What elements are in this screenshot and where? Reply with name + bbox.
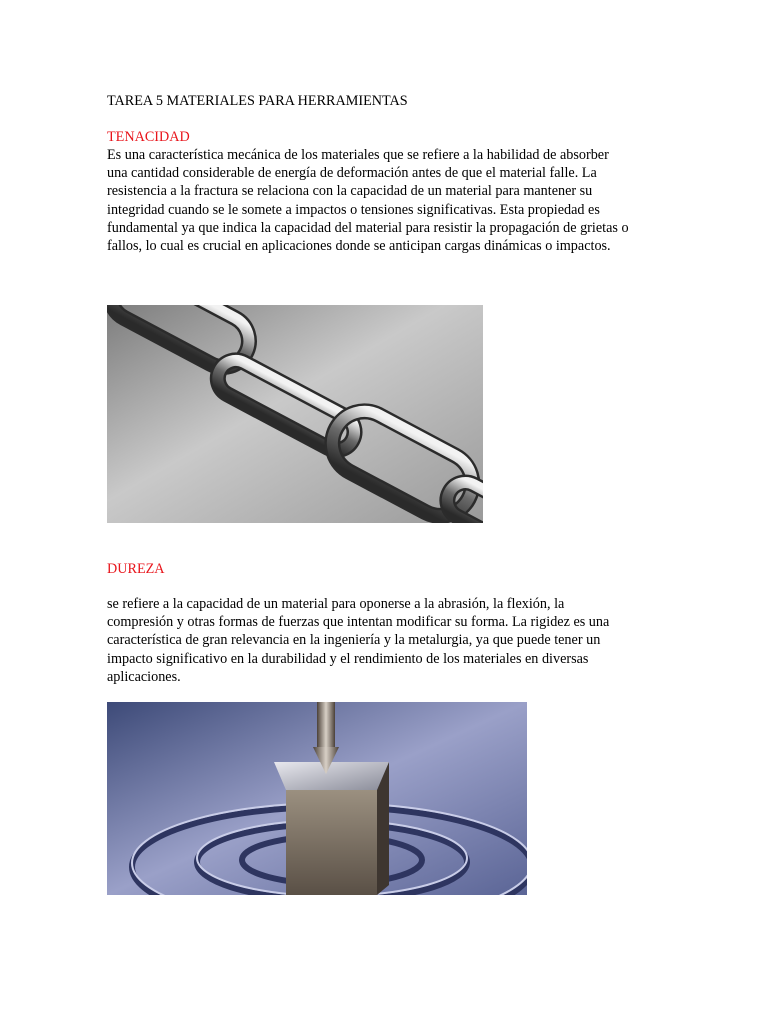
section-body-dureza <box>107 595 610 686</box>
section-heading-tenacidad: TENACIDAD <box>107 129 190 145</box>
body-line: impacto significativo en la durabilidad y el rendimiento de los materiales en diversas <box>107 650 589 667</box>
section-body-tenacidad <box>107 146 667 255</box>
body-line: característica de gran relevancia en la ingeniería y la metalurgia, ya que puede tener un <box>107 632 601 649</box>
hardness-test-image <box>107 702 527 895</box>
document-title: TAREA 5 MATERIALES PARA HERRAMIENTAS <box>107 93 408 109</box>
body-line: integridad cuando se le somete a impactos o tensiones significativas. Esta propiedad es <box>107 201 600 218</box>
body-line: fundamental ya que indica la capacidad del material para resistir la propagación de grietas o <box>107 219 629 236</box>
body-line: se refiere a la capacidad de un material para oponerse a la abrasión, la flexión, la <box>107 596 565 612</box>
body-line: Es una característica mecánica de los materiales que se refiere a la habilidad de absorber <box>107 147 609 163</box>
body-line: aplicaciones. <box>107 668 181 685</box>
body-line: una cantidad considerable de energía de deformación antes de que el material falle. La <box>107 165 597 182</box>
body-line: compresión y otras formas de fuerzas que intentan modificar su forma. La rigidez es una <box>107 614 610 631</box>
chain-image <box>107 305 483 523</box>
body-line: resistencia a la fractura se relaciona con la capacidad de un material para mantener su <box>107 183 593 200</box>
section-heading-dureza: DUREZA <box>107 561 165 577</box>
body-line: fallos, lo cual es crucial en aplicaciones donde se anticipan cargas dinámicas o impactos. <box>107 238 611 255</box>
